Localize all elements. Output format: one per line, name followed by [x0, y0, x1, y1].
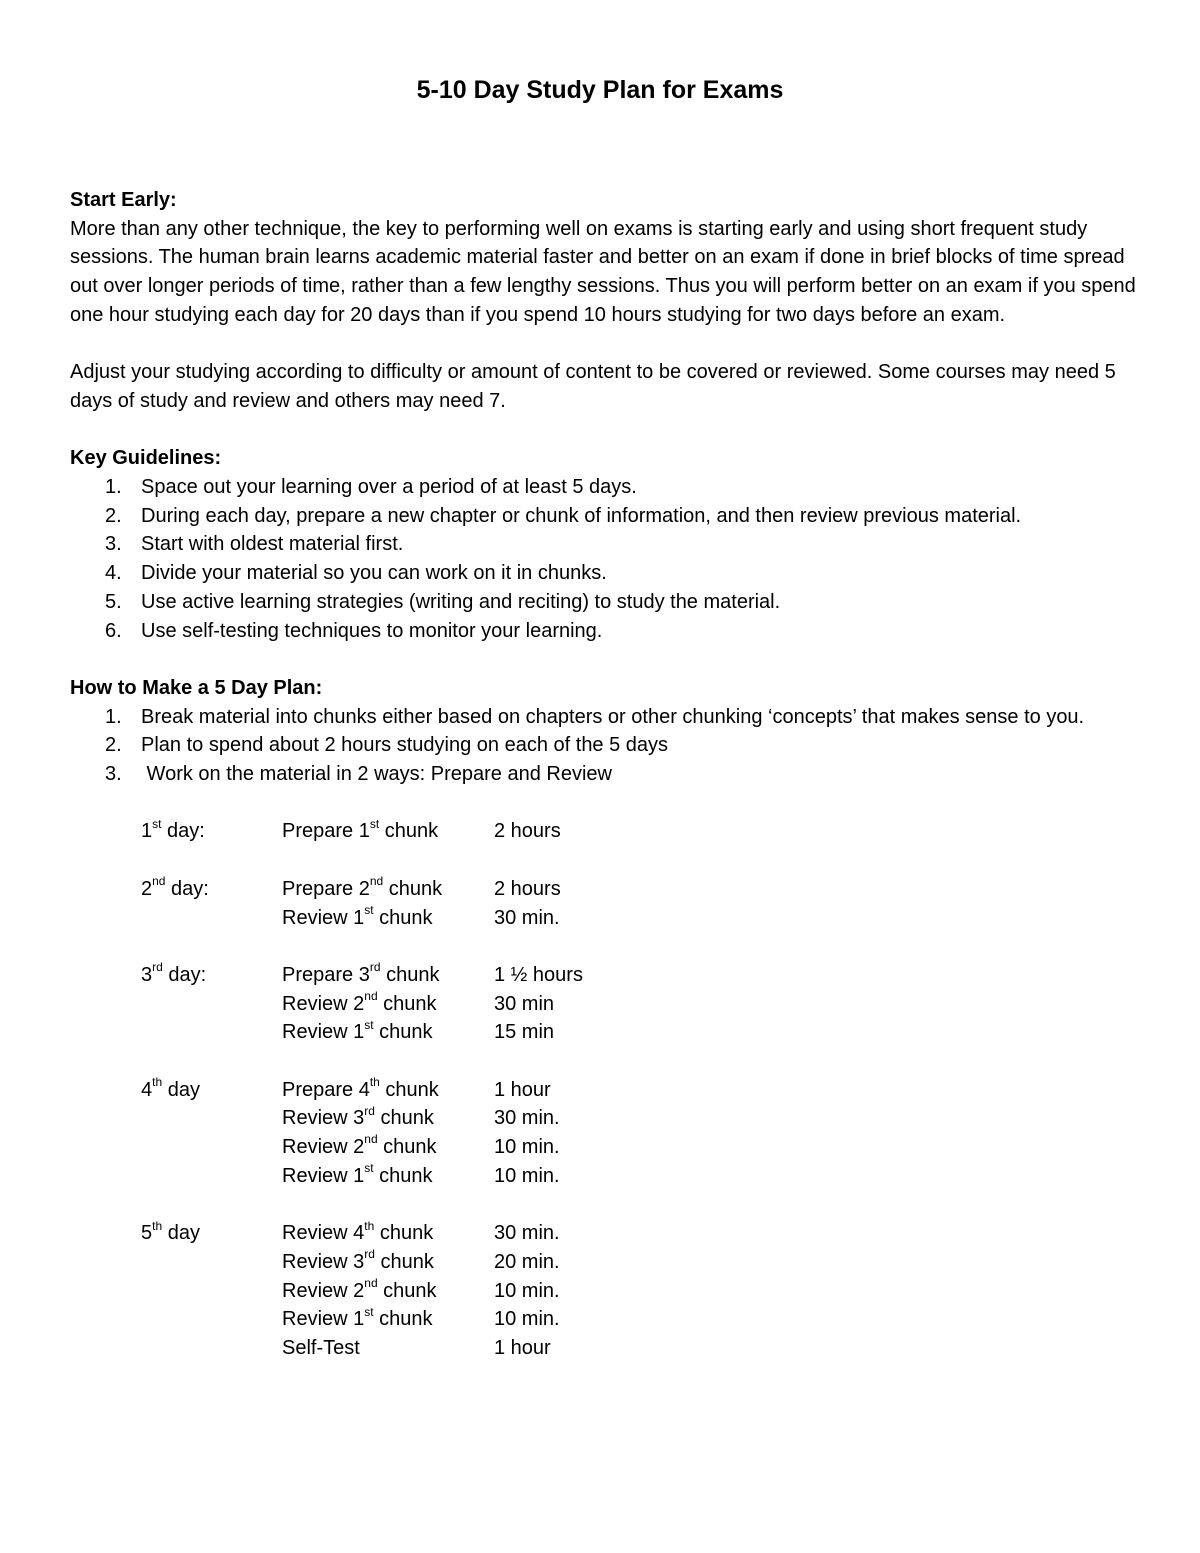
schedule-task: [282, 1277, 494, 1306]
list-text: During each day, prepare a new chapter or chunk of information, and then review previous material.: [141, 504, 1022, 527]
study-schedule: [141, 817, 1140, 1362]
chunk-word: chunk: [383, 877, 443, 900]
schedule-task: [282, 1133, 494, 1162]
task-action: Review: [282, 1136, 354, 1159]
schedule-duration: 20 min.: [494, 1250, 560, 1273]
schedule-task: [282, 1334, 494, 1363]
key-guidelines-list: [70, 473, 1140, 645]
chunk-ordinal: st: [364, 1161, 374, 1176]
task-action: Review: [282, 1164, 354, 1187]
schedule-day-block: [141, 817, 1140, 846]
list-item: [70, 530, 1140, 559]
five-day-plan-list: [70, 703, 1140, 789]
schedule-task: [282, 1219, 494, 1248]
schedule-day-label: [141, 990, 282, 1019]
day-number: 5: [141, 1222, 153, 1245]
start-early-heading: Start Early:: [70, 189, 177, 211]
chunk-ordinal: nd: [364, 1275, 378, 1290]
chunk-ordinal: rd: [369, 960, 381, 975]
chunk-ordinal: st: [364, 902, 374, 917]
list-item: [70, 502, 1140, 531]
schedule-duration: 10 min.: [494, 1164, 560, 1187]
chunk-word: chunk: [377, 1136, 437, 1159]
day-number: 4: [141, 1078, 153, 1101]
schedule-duration: 10 min.: [494, 1308, 560, 1331]
schedule-task: [282, 817, 494, 846]
schedule-day-block: [141, 1076, 1140, 1191]
list-text: Work on the material in 2 ways: Prepare and Review: [141, 763, 612, 786]
list-number: 6.: [105, 619, 122, 642]
list-item: [70, 559, 1140, 588]
task-action: Review: [282, 906, 354, 929]
chunk-word: chunk: [373, 906, 433, 929]
schedule-duration: 15 min: [494, 1021, 555, 1044]
schedule-task: [282, 961, 494, 990]
schedule-task: [282, 990, 494, 1019]
schedule-task: [282, 1305, 494, 1334]
list-item: [70, 760, 1140, 789]
list-text: Divide your material so you can work on it in chunks.: [141, 562, 607, 585]
task-action: Review: [282, 1279, 354, 1302]
schedule-duration: 1 ½ hours: [494, 963, 583, 986]
chunk-word: chunk: [374, 1250, 434, 1273]
schedule-duration: 30 min.: [494, 1107, 560, 1130]
list-text: Start with oldest material first.: [141, 533, 404, 556]
list-text: Use self-testing techniques to monitor your learning.: [141, 619, 603, 642]
list-number: 3.: [105, 763, 122, 786]
schedule-task: [282, 1104, 494, 1133]
day-suffix: day:: [165, 877, 209, 900]
list-text: Space out your learning over a period of at least 5 days.: [141, 476, 637, 498]
day-ordinal: th: [152, 1075, 163, 1090]
schedule-day-label: [141, 1076, 282, 1105]
chunk-ordinal: th: [369, 1075, 380, 1090]
chunk-word: chunk: [377, 1279, 437, 1302]
schedule-duration: 2 hours: [494, 877, 561, 900]
schedule-duration: 1 hour: [494, 1078, 551, 1101]
chunk-ordinal: nd: [369, 874, 384, 889]
day-ordinal: st: [152, 816, 162, 831]
list-number: 1.: [105, 705, 122, 728]
list-number: 1.: [105, 476, 122, 498]
schedule-day-label: [141, 1334, 282, 1363]
day-number: 2: [141, 877, 153, 900]
schedule-duration: 1 hour: [494, 1337, 551, 1359]
schedule-task: [282, 1162, 494, 1191]
document-title: 5-10 Day Study Plan for Exams: [416, 76, 784, 104]
schedule-day-label: [141, 1018, 282, 1047]
list-item: [70, 731, 1140, 760]
day-ordinal: nd: [152, 874, 166, 889]
chunk-number: 2: [353, 1136, 365, 1159]
task-action: Review: [282, 1250, 354, 1273]
chunk-number: 4: [353, 1222, 365, 1245]
chunk-number: 2: [358, 877, 370, 900]
chunk-word: chunk: [379, 1078, 439, 1101]
chunk-number: 1: [353, 906, 365, 929]
schedule-task: [282, 904, 494, 933]
schedule-duration: 30 min: [494, 992, 555, 1015]
schedule-day-label: [141, 904, 282, 933]
list-text: Break material into chunks either based on chapters or other chunking ‘concepts’ that makes sense to you.: [141, 705, 1085, 728]
chunk-word: chunk: [380, 963, 440, 986]
chunk-word: chunk: [374, 1222, 434, 1245]
schedule-day-block: [141, 1219, 1140, 1363]
task-action: Prepare: [282, 1078, 359, 1101]
task-action: Review: [282, 1021, 354, 1044]
list-number: 5.: [105, 590, 122, 613]
list-number: 2.: [105, 504, 122, 527]
schedule-task: [282, 1076, 494, 1105]
chunk-ordinal: th: [364, 1218, 375, 1233]
day-suffix: day:: [161, 820, 205, 843]
schedule-day-label: [141, 1133, 282, 1162]
chunk-number: 2: [353, 992, 365, 1015]
schedule-day-label: [141, 1305, 282, 1334]
chunk-word: chunk: [373, 1308, 433, 1331]
list-number: 2.: [105, 734, 122, 757]
chunk-word: chunk: [373, 1021, 433, 1044]
day-suffix: day: [162, 1222, 200, 1245]
list-text: Use active learning strategies (writing and reciting) to study the material.: [141, 590, 781, 613]
chunk-number: 1: [353, 1021, 365, 1044]
document-body: [70, 186, 1140, 1391]
schedule-day-label: [141, 1277, 282, 1306]
five-day-plan-heading: How to Make a 5 Day Plan:: [70, 676, 323, 699]
day-suffix: day: [162, 1078, 200, 1101]
list-number: 3.: [105, 533, 122, 556]
task-action: Prepare: [282, 877, 359, 900]
task-action: Prepare: [282, 820, 359, 843]
day-number: 3: [141, 963, 153, 986]
chunk-ordinal: nd: [364, 1132, 378, 1147]
task-action: Review: [282, 1107, 354, 1130]
chunk-ordinal: rd: [364, 1103, 375, 1118]
schedule-duration: 30 min.: [494, 1222, 560, 1245]
adjust-paragraph: Adjust your studying according to difficulty or amount of content to be covered or reviewed. Some courses may need 5 days of study and review and others may need 7.: [70, 361, 1116, 412]
schedule-day-block: [141, 875, 1140, 932]
chunk-ordinal: st: [364, 1017, 374, 1032]
schedule-day-block: [141, 961, 1140, 1047]
task-action: Prepare: [282, 963, 359, 986]
task-action: Review: [282, 992, 354, 1015]
chunk-word: chunk: [379, 820, 439, 843]
schedule-day-label: [141, 1104, 282, 1133]
chunk-word: chunk: [374, 1107, 434, 1130]
schedule-day-label: [141, 817, 282, 846]
task-action: Self-Test: [282, 1337, 360, 1359]
schedule-day-label: [141, 1162, 282, 1191]
schedule-duration: 30 min.: [494, 906, 560, 929]
chunk-word: chunk: [377, 992, 437, 1015]
day-ordinal: th: [152, 1218, 163, 1233]
list-item: [70, 588, 1140, 617]
chunk-ordinal: st: [364, 1304, 374, 1319]
day-ordinal: rd: [152, 960, 163, 975]
schedule-day-label: [141, 875, 282, 904]
chunk-word: chunk: [373, 1164, 433, 1187]
chunk-ordinal: rd: [364, 1247, 375, 1262]
schedule-duration: 10 min.: [494, 1136, 560, 1159]
chunk-ordinal: nd: [364, 988, 378, 1003]
day-number: 1: [141, 820, 153, 843]
chunk-number: 1: [353, 1164, 365, 1187]
list-text: Plan to spend about 2 hours studying on each of the 5 days: [141, 734, 669, 757]
chunk-number: 1: [358, 820, 370, 843]
chunk-number: 3: [353, 1250, 365, 1273]
chunk-ordinal: st: [369, 816, 380, 831]
key-guidelines-heading: Key Guidelines:: [70, 447, 222, 470]
chunk-number: 1: [353, 1308, 365, 1331]
chunk-number: 3: [358, 963, 370, 986]
schedule-duration: 10 min.: [494, 1279, 560, 1302]
chunk-number: 2: [353, 1279, 365, 1302]
day-suffix: day:: [162, 963, 207, 986]
chunk-number: 4: [358, 1078, 370, 1101]
task-action: Review: [282, 1308, 354, 1331]
schedule-task: [282, 875, 494, 904]
schedule-task: [282, 1248, 494, 1277]
schedule-day-label: [141, 961, 282, 990]
start-early-paragraph: More than any other technique, the key to performing well on exams is starting early and using short frequent study sessions. The human brain learns academic material faster and better on an exam if done in brief blocks of time spread out over longer periods of time, rather than a few lengthy sessions. Thus you will perform better on an exam if you spend one hour studying each day for 20 days than if you spend 10 hours studying for two days before an exam.: [70, 217, 1136, 326]
chunk-number: 3: [353, 1107, 365, 1130]
task-action: Review: [282, 1222, 354, 1245]
list-item: [70, 617, 1140, 646]
schedule-day-label: [141, 1219, 282, 1248]
schedule-duration: 2 hours: [494, 820, 561, 843]
list-item: [70, 703, 1140, 732]
list-number: 4.: [105, 562, 122, 585]
schedule-task: [282, 1018, 494, 1047]
schedule-day-label: [141, 1248, 282, 1277]
list-item: [70, 473, 1140, 502]
